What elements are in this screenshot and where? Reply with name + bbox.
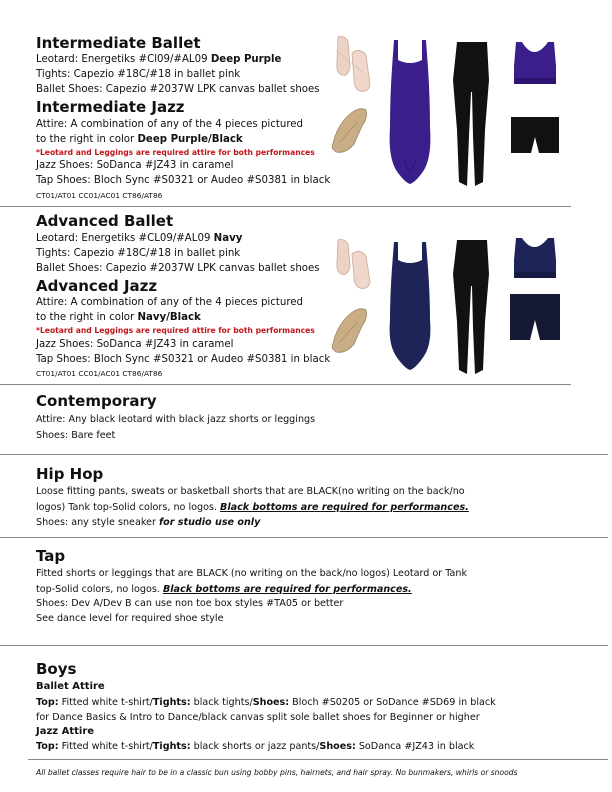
int-ballet-leotard (36, 52, 281, 67)
adv-codes: CT01/AT01 CC01/AC01 CT86/AT86 (36, 369, 163, 378)
tap-description (36, 566, 476, 597)
boys-ballet-line2: for Dance Basics & Intro to Dance/black canvas split sole ballet shoes for Beginner or higher (36, 712, 480, 723)
boys-ballet-line1 (36, 695, 496, 711)
divider (0, 645, 608, 646)
divider (0, 206, 571, 207)
int-jazz-shoes: Jazz Shoes: SoDanca #JZ43 in caramel (36, 160, 234, 171)
footer-note: All ballet classes require hair to be in a classic bun using bobby pins, hairnets, and hair spray. No bunmakers, whirls or snoods (36, 768, 518, 777)
adv-tap-shoes: Tap Shoes: Bloch Sync #S0321 or Audeo #S0381 in black (36, 354, 331, 365)
hiphop-shoes-emphasis: for studio use only (158, 517, 261, 528)
int-jazz-attire-text: to the right in color (36, 134, 138, 145)
tap-emphasis: Black bottoms are required for performances. (162, 583, 412, 595)
purple-leotard-image (380, 38, 440, 186)
boys-jazz-line (36, 739, 474, 755)
label-tights: Tights: (152, 697, 191, 708)
ballet-shoes-image (330, 33, 374, 95)
adv-jazz-attire-text: to the right in color (36, 312, 138, 323)
boys-ballet-heading: Ballet Attire (36, 681, 105, 692)
tap-shoes: Shoes: Dev A/Dev B can use non toe box styles #TA05 or better (36, 598, 344, 609)
divider (0, 454, 608, 455)
jazz-shoe-image (326, 298, 370, 356)
tap-level: See dance level for required shoe style (36, 613, 224, 624)
label-top: Top: (36, 697, 59, 708)
navy-shorts-image (508, 292, 562, 342)
contemporary-attire: Attire: Any black leotard with black jazz shorts or leggings (36, 414, 316, 425)
adv-ballet-leotard (36, 231, 242, 246)
int-jazz-attire-color: Deep Purple/Black (137, 134, 243, 145)
value-shoes: Bloch #S0205 or SoDance #SD69 in black (289, 697, 496, 708)
value-top: Fitted white t-shirt/ (58, 741, 153, 752)
int-ballet-tights: Tights: Capezio #18C/#18 in ballet pink (36, 69, 241, 80)
int-codes: CT01/AT01 CC01/AC01 CT86/AT86 (36, 191, 163, 200)
label-tights: Tights: (152, 741, 191, 752)
label-shoes: Shoes: (319, 741, 356, 752)
adv-jazz-attire-line1: Attire: A combination of any of the 4 pieces pictured (36, 297, 304, 308)
contemporary-heading: Contemporary (36, 392, 157, 410)
ballet-shoes-image (330, 236, 374, 292)
int-jazz-attire-line1: Attire: A combination of any of the 4 pieces pictured (36, 119, 304, 130)
divider (28, 759, 608, 760)
tap-heading: Tap (36, 547, 66, 565)
divider (0, 384, 571, 385)
hiphop-emphasis: Black bottoms are required for performances. (220, 501, 469, 513)
adv-jazz-attire-color: Navy/Black (137, 312, 201, 323)
black-leggings-image (449, 238, 495, 376)
label-top: Top: (36, 741, 59, 752)
hiphop-shoes (36, 515, 260, 531)
divider (0, 537, 608, 538)
boys-jazz-heading: Jazz Attire (36, 726, 95, 737)
black-shorts-image (509, 115, 561, 155)
int-ballet-leotard-color: Deep Purple (210, 54, 282, 65)
advanced-ballet-heading: Advanced Ballet (36, 212, 174, 230)
label-shoes: Shoes: (252, 697, 290, 708)
value-top: Fitted white t-shirt/ (58, 697, 153, 708)
purple-crop-top-image (510, 40, 560, 90)
black-leggings-image (449, 40, 495, 190)
intermediate-jazz-heading: Intermediate Jazz (36, 98, 185, 116)
navy-leotard-image (380, 240, 440, 370)
value-tights: black tights/ (190, 697, 253, 708)
int-jazz-required-note: *Leotard and Leggings are required attire for both performances (36, 148, 315, 157)
int-jazz-attire-line2 (36, 132, 243, 147)
intermediate-ballet-heading: Intermediate Ballet (36, 34, 201, 52)
adv-ballet-tights: Tights: Capezio #18C/#18 in ballet pink (36, 248, 241, 259)
adv-jazz-shoes: Jazz Shoes: SoDanca #JZ43 in caramel (36, 339, 234, 350)
adv-ballet-leotard-text: Leotard: Energetiks #CL09/#AL09 (36, 233, 214, 244)
adv-jazz-attire-line2 (36, 310, 201, 325)
hiphop-text: Loose fitting pants, sweats or basketball shorts that are BLACK(no writing on the back/no logos) Tank top-Solid colors, no logos. (36, 486, 465, 513)
tap-text: Fitted shorts or leggings that are BLACK (no writing on the back/no logos) Leotard or Tank top-Solid colors, no logos. (36, 568, 468, 595)
hiphop-description (36, 484, 476, 515)
int-tap-shoes: Tap Shoes: Bloch Sync #S0321 or Audeo #S0381 in black (36, 175, 331, 186)
int-ballet-leotard-text: Leotard: Energetiks #Cl09/#AL09 (36, 54, 211, 65)
boys-heading: Boys (36, 660, 77, 678)
adv-jazz-required-note: *Leotard and Leggings are required attire for both performances (36, 326, 315, 335)
adv-ballet-leotard-color: Navy (213, 233, 243, 244)
contemporary-shoes: Shoes: Bare feet (36, 430, 116, 441)
navy-crop-top-image (510, 236, 560, 282)
hiphop-heading: Hip Hop (36, 465, 104, 483)
advanced-jazz-heading: Advanced Jazz (36, 277, 158, 295)
value-tights: black shorts or jazz pants/ (190, 741, 320, 752)
adv-ballet-shoes: Ballet Shoes: Capezio #2037W LPK canvas ballet shoes (36, 263, 320, 274)
value-shoes: SoDanca #JZ43 in black (355, 741, 475, 752)
hiphop-shoes-text: Shoes: any style sneaker (36, 517, 159, 528)
jazz-shoe-image (326, 96, 370, 156)
int-ballet-shoes: Ballet Shoes: Capezio #2037W LPK canvas ballet shoes (36, 84, 320, 95)
